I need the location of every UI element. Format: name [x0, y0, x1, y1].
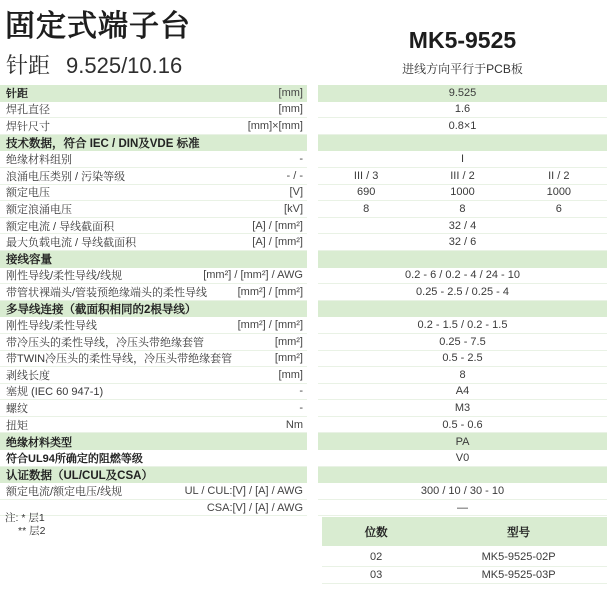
spec-unit: [mm²] — [274, 352, 303, 365]
model-table-model: MK5-9525-03P — [481, 568, 556, 581]
column-gutter — [307, 151, 318, 168]
spec-unit: Nm — [285, 418, 303, 431]
spec-left-cell — [0, 334, 307, 351]
spec-value-cell: 9.525 — [318, 85, 607, 102]
spec-value-cell: — — [318, 500, 607, 517]
spec-left-cell — [0, 500, 307, 517]
spec-label: 绝缘材料组别 — [6, 154, 72, 167]
column-gutter — [307, 500, 318, 517]
column-gutter — [307, 301, 318, 318]
spec-value: II / 2 — [548, 169, 570, 182]
spec-row — [0, 351, 612, 368]
spec-value-cell: 0.5 - 0.6 — [318, 417, 607, 434]
spec-row — [0, 268, 612, 285]
spec-value-cell — [318, 135, 607, 152]
spec-value: 1000 — [450, 186, 475, 199]
spec-row — [0, 284, 612, 301]
spec-row — [0, 400, 612, 417]
column-gutter — [307, 185, 318, 202]
footnote-star1: * 层1 — [21, 512, 45, 524]
spec-label: 绝缘材料类型 — [6, 436, 72, 449]
spec-row — [0, 168, 612, 185]
spec-row — [0, 85, 612, 102]
spec-left-cell — [0, 268, 307, 285]
column-gutter — [307, 450, 318, 467]
column-gutter — [307, 334, 318, 351]
spec-left-cell — [0, 317, 307, 334]
spec-left-cell — [0, 417, 307, 434]
spec-row — [0, 483, 612, 500]
spec-unit: - — [299, 153, 303, 166]
spec-label: 带冷压头的柔性导线，冷压头带绝缘套管 — [6, 336, 204, 349]
spec-unit: [mm] — [278, 368, 303, 381]
spec-row — [0, 417, 612, 434]
model-table-model: MK5-9525-02P — [481, 551, 556, 564]
pitch-value: 9.525/10.16 — [66, 53, 183, 78]
spec-label: 浪涌电压类别 / 污染等级 — [6, 170, 126, 183]
column-gutter — [307, 384, 318, 401]
spec-left-cell — [0, 400, 307, 417]
spec-left-cell — [0, 351, 307, 368]
spec-left-cell — [0, 218, 307, 235]
spec-unit: [mm²] / [mm²] — [237, 285, 303, 298]
spec-row — [0, 185, 612, 202]
spec-label: 焊孔直径 — [6, 104, 50, 117]
spec-unit: [A] / [mm²] — [252, 236, 303, 249]
spec-value-cell — [318, 201, 607, 218]
spec-row — [0, 234, 612, 251]
spec-left-cell — [0, 168, 307, 185]
spec-label: 额定电流 / 导线截面积 — [6, 220, 115, 233]
spec-label: 符合UL94所确定的阻燃等级 — [6, 452, 143, 465]
spec-value-cell: 32 / 6 — [318, 234, 607, 251]
spec-value-cell: V0 — [318, 450, 607, 467]
spec-row — [0, 118, 612, 135]
spec-unit: - — [299, 402, 303, 415]
spec-row — [0, 500, 612, 517]
spec-label: 额定电压 — [6, 187, 50, 200]
spec-value-cell: M3 — [318, 400, 607, 417]
spec-left-cell — [0, 384, 307, 401]
spec-left-cell — [0, 450, 307, 467]
spec-label: 额定电流/额定电压/线规 — [6, 486, 123, 499]
spec-value-cell: 32 / 4 — [318, 218, 607, 235]
column-gutter — [307, 483, 318, 500]
model-table-row — [322, 567, 607, 585]
spec-value-cell — [318, 168, 607, 185]
spec-left-cell — [0, 284, 307, 301]
spec-value-cell — [318, 467, 607, 484]
spec-unit: CSA:[V] / [A] / AWG — [206, 501, 303, 514]
spec-left-cell — [0, 234, 307, 251]
spec-value-cell: A4 — [318, 384, 607, 401]
spec-left-cell — [0, 201, 307, 218]
spec-left-cell — [0, 185, 307, 202]
spec-label: 剥线长度 — [6, 369, 50, 382]
model-note: 进线方向平行于PCB板 — [402, 62, 523, 76]
spec-value: 8 — [363, 202, 370, 215]
spec-label: 针距 — [6, 88, 28, 101]
model-number: MK5-9525 — [408, 27, 517, 53]
column-gutter — [307, 135, 318, 152]
column-gutter — [307, 234, 318, 251]
model-variant-table — [322, 517, 607, 584]
spec-unit: [mm] — [278, 103, 303, 116]
model-table-header-model: 型号 — [507, 526, 531, 539]
spec-label: 带管状裸端头/管装预绝缘端头的柔性导线 — [6, 286, 208, 299]
spec-left-cell — [0, 301, 307, 318]
spec-left-cell — [0, 367, 307, 384]
spec-left-cell — [0, 85, 307, 102]
spec-section-row — [0, 251, 612, 268]
footnote-prefix: 注: — [5, 512, 19, 524]
spec-value-cell: 0.25 - 7.5 — [318, 334, 607, 351]
spec-value: III / 2 — [450, 169, 475, 182]
spec-label: 螺纹 — [6, 403, 28, 416]
spec-value: 6 — [555, 202, 562, 215]
spec-row — [0, 450, 612, 467]
pitch-subtitle — [6, 49, 182, 80]
spec-value-cell: 0.2 - 1.5 / 0.2 - 1.5 — [318, 317, 607, 334]
spec-unit: - — [299, 385, 303, 398]
column-gutter — [307, 268, 318, 285]
column-gutter — [307, 367, 318, 384]
spec-label: 接线容量 — [6, 254, 52, 267]
spec-value-cell: I — [318, 151, 607, 168]
spec-row — [0, 102, 612, 119]
spec-row — [0, 384, 612, 401]
column-gutter — [307, 218, 318, 235]
spec-label: 焊针尺寸 — [6, 120, 50, 133]
spec-value: 1000 — [546, 186, 572, 199]
spec-label: 塞规 (IEC 60 947-1) — [6, 386, 104, 399]
column-gutter — [307, 433, 318, 450]
spec-left-cell — [0, 151, 307, 168]
column-gutter — [307, 201, 318, 218]
spec-table — [0, 85, 612, 516]
spec-row — [0, 151, 612, 168]
spec-label: 技术数据，符合 IEC / DIN及VDE 标准 — [6, 138, 200, 151]
column-gutter — [307, 467, 318, 484]
spec-label: 刚性导线/柔性导线/线规 — [6, 270, 123, 283]
pitch-label: 针距 — [6, 53, 51, 78]
spec-label: 额定浪涌电压 — [6, 203, 72, 216]
spec-value-cell — [318, 301, 607, 318]
spec-unit: [kV] — [284, 202, 303, 215]
column-gutter — [307, 400, 318, 417]
model-table-pos: 02 — [370, 551, 383, 564]
spec-section-row — [0, 467, 612, 484]
spec-unit: [mm] — [278, 87, 303, 100]
spec-left-cell — [0, 483, 307, 500]
spec-unit: [A] / [mm²] — [252, 219, 303, 232]
spec-unit: [mm²] / [mm²] / AWG — [203, 269, 303, 282]
spec-left-cell — [0, 433, 307, 450]
column-gutter — [307, 251, 318, 268]
footnote-line1 — [5, 512, 45, 525]
spec-row — [0, 334, 612, 351]
page-title: 固定式端子台 — [5, 10, 191, 43]
spec-value-cell: 1.6 — [318, 102, 607, 119]
spec-label: 多导线连接（截面积相同的2根导线） — [6, 304, 197, 317]
footnote-line2: ** 层2 — [18, 525, 46, 537]
spec-label: 扭矩 — [6, 419, 28, 432]
spec-left-cell — [0, 467, 307, 484]
column-gutter — [307, 284, 318, 301]
spec-unit: [V] — [289, 186, 303, 199]
column-gutter — [307, 118, 318, 135]
spec-value-cell: 0.5 - 2.5 — [318, 351, 607, 368]
spec-unit: [mm]×[mm] — [247, 119, 303, 132]
model-table-header-positions: 位数 — [364, 526, 388, 539]
spec-row — [0, 317, 612, 334]
spec-left-cell — [0, 135, 307, 152]
column-gutter — [307, 351, 318, 368]
model-table-pos: 03 — [370, 568, 383, 581]
spec-left-cell — [0, 118, 307, 135]
spec-unit: [mm²] / [mm²] — [237, 319, 303, 332]
spec-label: 最大负载电流 / 导线截面积 — [6, 237, 137, 250]
spec-value-cell: PA — [318, 433, 607, 450]
model-table-header — [322, 517, 607, 546]
spec-section-row — [0, 135, 612, 152]
spec-unit: UL / CUL:[V] / [A] / AWG — [184, 485, 303, 498]
spec-left-cell — [0, 251, 307, 268]
spec-left-cell — [0, 102, 307, 119]
spec-value-cell: 0.8×1 — [318, 118, 607, 135]
column-gutter — [307, 168, 318, 185]
spec-value-cell: 8 — [318, 367, 607, 384]
spec-value-cell: 300 / 10 / 30 - 10 — [318, 483, 607, 500]
spec-row — [0, 201, 612, 218]
spec-label: 带TWIN冷压头的柔性导线，冷压头带绝缘套管 — [6, 353, 233, 366]
spec-label: 刚性导线/柔性导线 — [6, 320, 98, 333]
spec-value: 8 — [459, 202, 466, 215]
spec-value-cell: 0.2 - 6 / 0.2 - 4 / 24 - 10 — [318, 268, 607, 285]
spec-value: III / 3 — [353, 169, 379, 182]
footnotes — [5, 512, 45, 538]
spec-label: 认证数据（UL/CUL及CSA） — [6, 469, 153, 482]
column-gutter — [307, 417, 318, 434]
spec-value-cell: 0.25 - 2.5 / 0.25 - 4 — [318, 284, 607, 301]
spec-section-row — [0, 301, 612, 318]
spec-value-cell — [318, 185, 607, 202]
spec-value-cell — [318, 251, 607, 268]
model-table-row — [322, 549, 607, 567]
column-gutter — [307, 85, 318, 102]
spec-unit: - / - — [286, 169, 303, 182]
spec-row — [0, 433, 612, 450]
spec-row — [0, 218, 612, 235]
spec-value: 690 — [356, 186, 376, 199]
spec-row — [0, 367, 612, 384]
spec-unit: [mm²] — [274, 335, 303, 348]
column-gutter — [307, 102, 318, 119]
column-gutter — [307, 317, 318, 334]
